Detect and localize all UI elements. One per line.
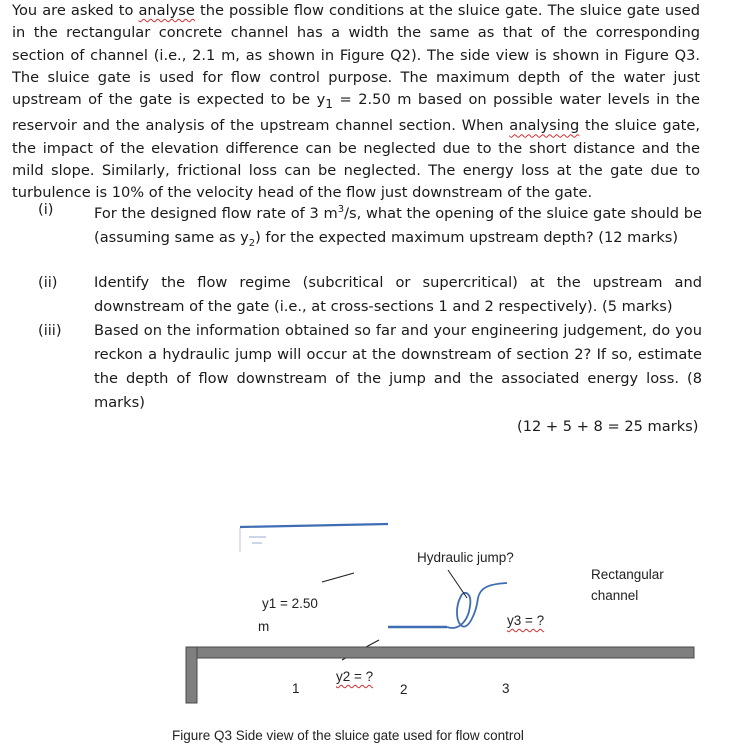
y1-label: y1 = 2.50 xyxy=(262,596,318,611)
section-1-label: 1 xyxy=(292,681,300,696)
question-text: For the designed flow rate of 3 $m^3/s$, what the opening of the sluice gate should be (assuming same as $y_2$) for the expected maximum upstream depth? (12 marks) xyxy=(94,204,702,249)
cubic-superscript: 3 xyxy=(337,204,345,215)
channel-end-wall xyxy=(186,647,197,703)
question-number: (ii) xyxy=(38,274,58,291)
jump-pointer-line xyxy=(448,570,467,598)
channel-bed xyxy=(186,647,694,658)
spellcheck-word-analysing[interactable]: analysing xyxy=(509,117,580,135)
intro-text-1: You are asked to xyxy=(12,2,139,19)
question-number: (iii) xyxy=(38,322,62,339)
upstream-water-surface xyxy=(240,524,388,527)
intro-text-2: the possible flow conditions at the sluice gate. The sluice gate used in the rectangular concrete channel has a width the same as that of the corresponding section of channel (i.e., 2.1 m, as shown in Figure Q2). The side view is shown in Figure Q3. The sluice gate is used for flow control purpose. The maximum depth of the water just upstream of the gate is expected to be y xyxy=(12,2,700,109)
total-marks: (12 + 5 + 8 = 25 marks) xyxy=(517,418,699,435)
rectangular-channel-label: Rectangular xyxy=(591,567,664,582)
question-number: (i) xyxy=(38,201,54,218)
question-text: Identify the flow regime (subcritical or supercritical) at the upstream and downstream of the gate (i.e., at cross-sections 1 and 2 respectively). (5 marks) xyxy=(94,274,702,315)
hydraulic-jump-label: Hydraulic jump? xyxy=(417,550,514,565)
hydraulic-jump-curve xyxy=(447,583,507,628)
y1-unit-label: m xyxy=(258,619,270,634)
y2-label: y2 = ? xyxy=(336,669,374,684)
y3-label: y3 = ? xyxy=(507,613,545,628)
section-2-label: 2 xyxy=(400,682,408,697)
figure-caption: Figure Q3 Side view of the sluice gate used for flow control xyxy=(172,728,524,743)
intro-text-4: the sluice gate, the impact of the elevation difference can be neglected due to the short distance and the mild slope. Similarly, frictional loss can be neglected. The energy loss at the gate due to turbulence is 10% of the velocity head of the flow just downstream of the gate. xyxy=(12,117,700,202)
rectangular-channel-label-2: channel xyxy=(591,588,639,603)
y1-pointer-line xyxy=(322,573,354,582)
question-text: Based on the information obtained so far and your engineering judgement, do you reckon a hydraulic jump will occur at the downstream of section 2? If so, estimate the depth of flow downstream of the jump and the associated energy loss. (8 marks) xyxy=(94,322,702,411)
spellcheck-word-analyse[interactable]: analyse xyxy=(138,2,195,19)
y1-subscript: 1 xyxy=(325,97,334,112)
intro-text-3: = 2.50 m based on possible water levels in the reservoir and the analysis of the upstream channel section. When xyxy=(12,91,701,135)
section-3-label: 3 xyxy=(502,681,510,696)
y2-subscript: 2 xyxy=(248,237,256,249)
